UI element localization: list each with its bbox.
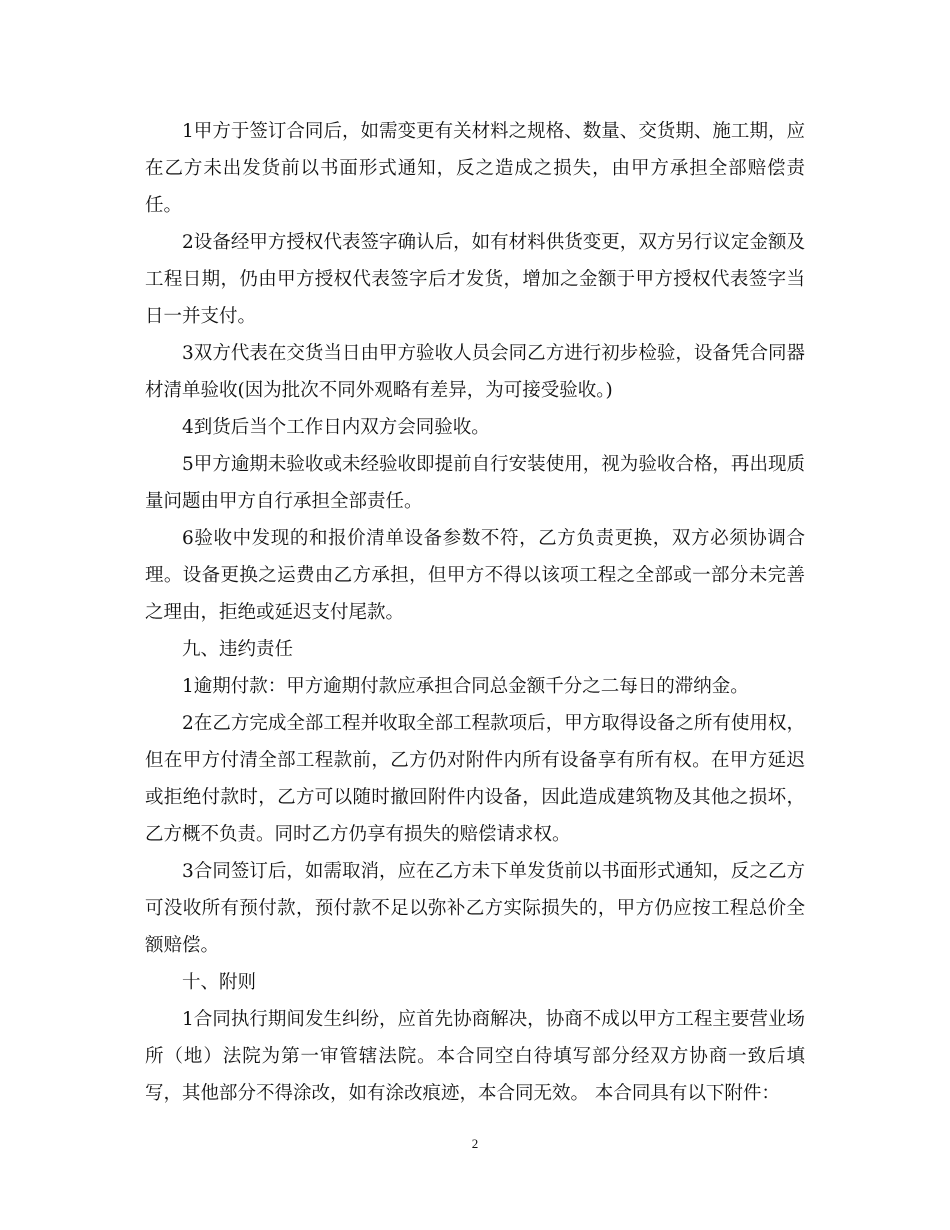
clause-paragraph: 1合同执行期间发生纠纷，应首先协商解决，协商不成以甲方工程主要营业场所（地）法院为第一审管辖法院。本合同空白待填写部分经双方协商一致后填写，其他部分不得涂改，如有涂改痕迹，本合同无效。 本合同具有以下附件：: [145, 1009, 805, 1104]
section-heading: 九、违约责任: [182, 639, 294, 660]
clause-paragraph: 5甲方逾期未验收或未经验收即提前自行安装使用，视为验收合格，再出现质量问题由甲方自行承担全部责任。: [145, 454, 805, 512]
clause-paragraph: 6验收中发现的和报价清单设备参数不符，乙方负责更换，双方必须协调合理。设备更换之运费由乙方承担，但甲方不得以该项工程之全部或一部分未完善之理由，拒绝或延迟支付尾款。: [145, 528, 805, 623]
clause-paragraph: 3合同签订后，如需取消，应在乙方未下单发货前以书面形式通知，反之乙方可没收所有预付款，预付款不足以弥补乙方实际损失的，甲方仍应按工程总价全额赔偿。: [145, 861, 805, 956]
clause-paragraph: 2在乙方完成全部工程并收取全部工程款项后，甲方取得设备之所有使用权，但在甲方付清全部工程款前，乙方仍对附件内所有设备享有所有权。在甲方延迟或拒绝付款时，乙方可以随时撤回附件内设备，因此造成建筑物及其他之损坏，乙方概不负责。同时乙方仍享有损失的赔偿请求权。: [145, 713, 805, 845]
clause-paragraph: 2设备经甲方授权代表签字确认后，如有材料供货变更，双方另行议定金额及工程日期，仍由甲方授权代表签字后才发货，增加之金额于甲方授权代表签字当日一并支付。: [145, 232, 805, 327]
section-heading: 十、附则: [182, 972, 257, 993]
clause-paragraph: 4到货后当个工作日内双方会同验收。: [182, 417, 490, 438]
clause-paragraph: 1逾期付款：甲方逾期付款应承担合同总金额千分之二每日的滞纳金。: [182, 676, 749, 697]
page-number: 2: [471, 1136, 479, 1151]
clause-paragraph: 1甲方于签订合同后，如需变更有关材料之规格、数量、交货期、施工期，应在乙方未出发货前以书面形式通知，反之造成之损失，由甲方承担全部赔偿责任。: [145, 121, 805, 216]
clause-paragraph: 3双方代表在交货当日由甲方验收人员会同乙方进行初步检验，设备凭合同器材清单验收(因为批次不同外观略有差异，为可接受验收。): [145, 343, 805, 401]
document-body: [145, 113, 805, 1112]
